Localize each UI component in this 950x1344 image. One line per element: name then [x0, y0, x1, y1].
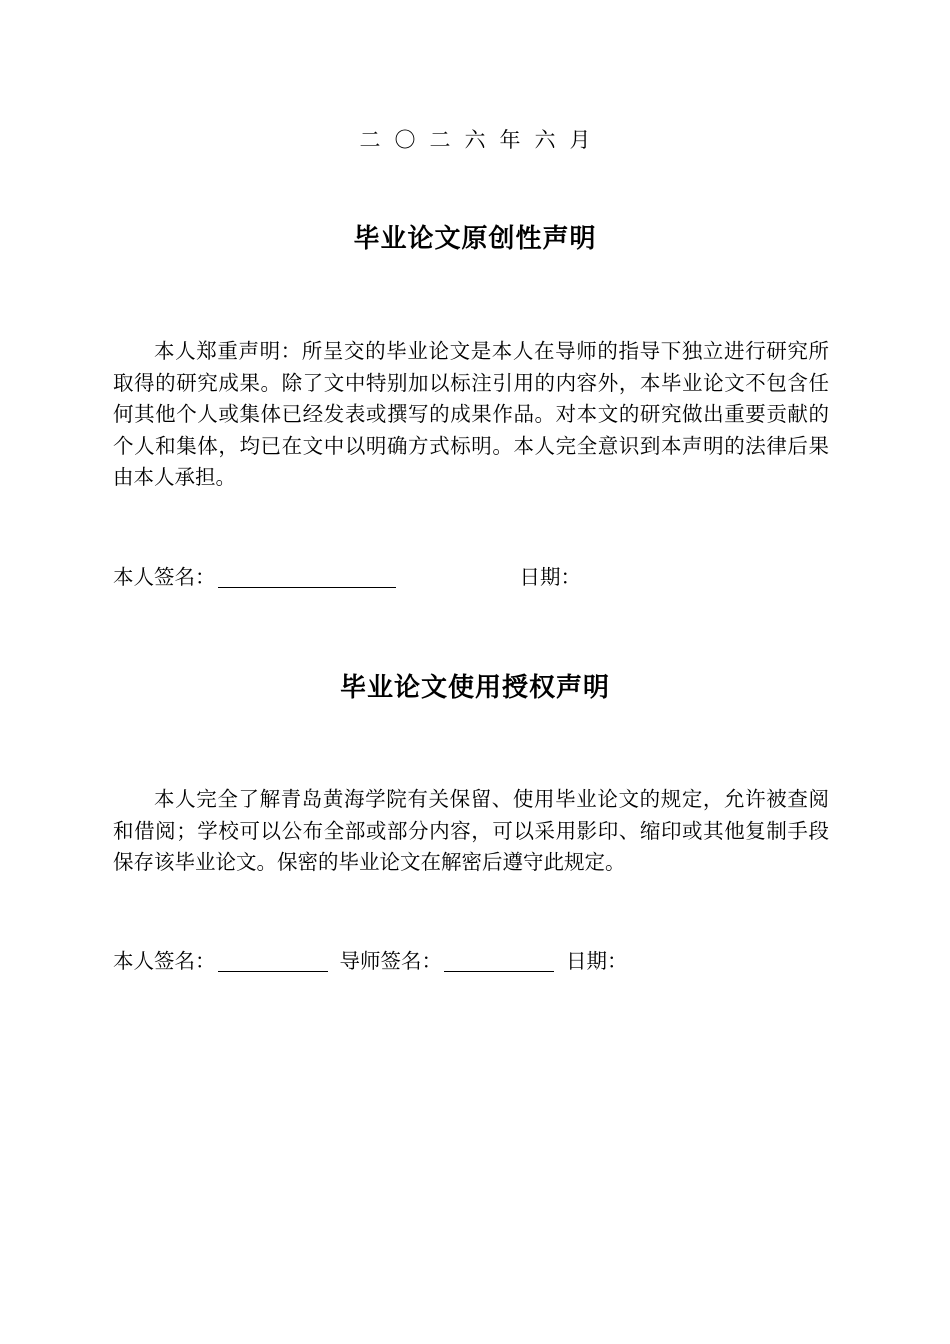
date-label: 日期：: [566, 949, 628, 973]
author-signature-blank[interactable]: [218, 565, 396, 588]
authorization-statement-title: 毕业论文使用授权声明: [339, 673, 610, 703]
originality-statement-title: 毕业论文原创性声明: [353, 224, 597, 254]
originality-statement-body: 本人郑重声明：所呈交的毕业论文是本人在导师的指导下独立进行研究所取得的研究成果。除了文中特别加以标注引用的内容外，本毕业论文不包含任何其他个人或集体已经发表或撰写的成果作品。对本文的研究做出重要贡献的个人和集体，均已在文中以明确方式标明。本人完全意识到本声明的法律后果由本人承担。: [113, 339, 829, 489]
author-signature-blank[interactable]: [218, 949, 328, 972]
date-label: 日期：: [519, 565, 581, 589]
advisor-signature-label: 导师签名：: [339, 949, 442, 973]
authorization-statement-body: 本人完全了解青岛黄海学院有关保留、使用毕业论文的规定，允许被查阅和借阅；学校可以公布全部或部分内容，可以采用影印、缩印或其他复制手段保存该毕业论文。保密的毕业论文在解密后遵守此规定。: [113, 787, 829, 874]
advisor-signature-blank[interactable]: [444, 949, 554, 972]
author-signature-label: 本人签名：: [113, 565, 216, 589]
originality-signature-line: [113, 563, 581, 591]
authorization-signature-line: [113, 947, 628, 975]
cover-date: 二〇二六年六月: [359, 128, 605, 152]
author-signature-label: 本人签名：: [113, 949, 216, 973]
